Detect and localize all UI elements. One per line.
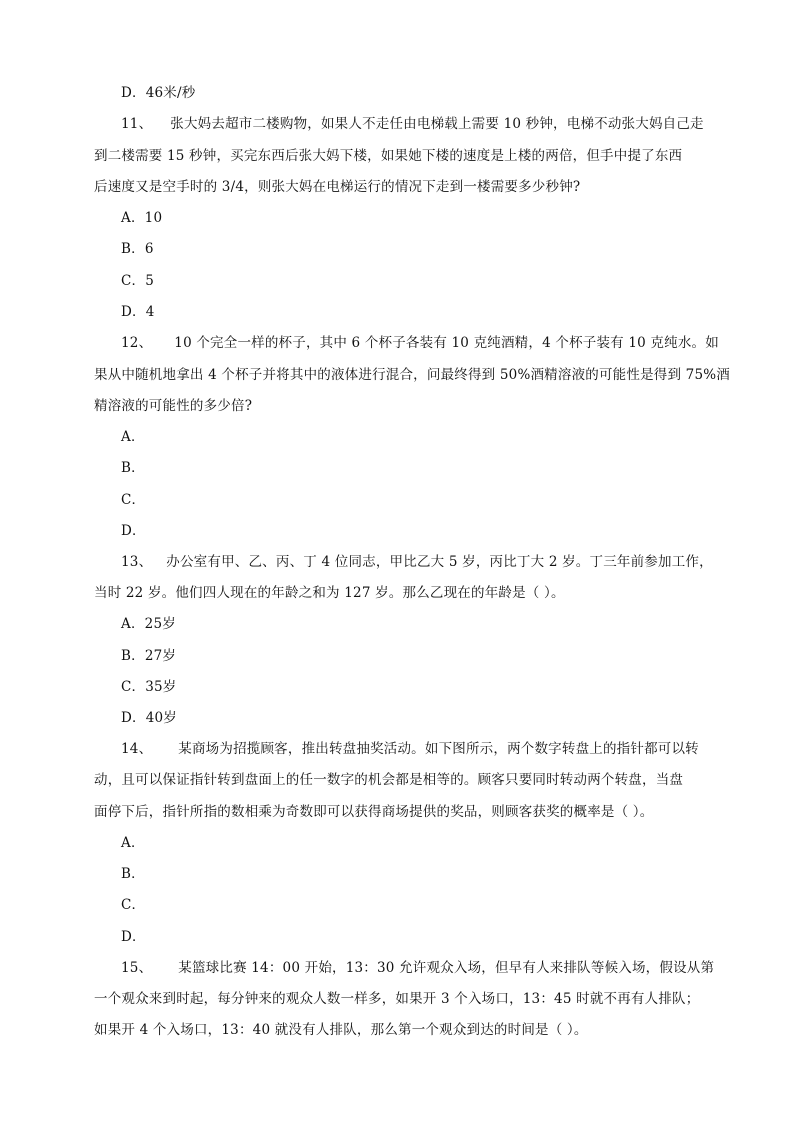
question-line	[121, 740, 699, 758]
option-a: A．	[121, 429, 145, 445]
question-number: 12、	[121, 335, 153, 351]
question-number: 15、	[121, 960, 153, 976]
question-text: 一个观众来到时起，每分钟来的观众人数一样多，如果开 3 个入场口，13：45 时就不再有人排队；	[94, 991, 700, 1007]
option-a: A．	[121, 835, 145, 851]
question-text: 当时 22 岁。他们四人现在的年龄之和为 127 岁。那么乙现在的年龄是（ ）。	[94, 585, 565, 601]
question-text: 10 个完全一样的杯子，其中 6 个杯子各装有 10 克纯酒精，4 个杯子装有 10 克纯水。如	[174, 335, 719, 351]
option-c: C．	[121, 492, 146, 508]
question-text: 张大妈去超市二楼购物，如果人不走任由电梯载上需要 10 秒钟，电梯不动张大妈自己走	[170, 116, 704, 132]
option-c: C．5	[121, 273, 155, 289]
option-b: B．27岁	[121, 648, 177, 664]
option-b: B．	[121, 866, 145, 882]
option-d: D．	[121, 929, 146, 945]
question-text: 后速度又是空手时的 3/4，则张大妈在电梯运行的情况下走到一楼需要多少秒钟?	[94, 179, 581, 195]
question-number: 14、	[121, 741, 153, 757]
option-a: A．25岁	[121, 616, 176, 632]
question-text: 如果开 4 个入场口，13：40 就没有人排队，那么第一个观众到达的时间是（ ）。	[94, 1022, 588, 1038]
question-line	[121, 334, 719, 352]
option-c: C．	[121, 897, 146, 913]
question-line	[121, 553, 713, 571]
question-line	[121, 959, 714, 977]
question-number: 13、	[121, 554, 153, 570]
question-text: 面停下后，指针所指的数相乘为奇数即可以获得商场提供的奖品，则顾客获奖的概率是（ ）。	[94, 804, 654, 820]
option-b: B．	[121, 460, 145, 476]
question-text: 某商场为招揽顾客，推出转盘抽奖活动。如下图所示，两个数字转盘上的指针都可以转	[178, 741, 699, 757]
question-text: 果从中随机地拿出 4 个杯子并将其中的液体进行混合，问最终得到 50%酒精溶液的可能性是得到 75%酒	[94, 367, 730, 383]
question-number: 11、	[121, 116, 153, 132]
question-text: 到二楼需要 15 秒钟，买完东西后张大妈下楼，如果她下楼的速度是上楼的两倍，但手中提了东西	[94, 148, 683, 164]
question-text: 精溶液的可能性的多少倍?	[94, 398, 253, 414]
question-text: 动，且可以保证指针转到盘面上的任一数字的机会都是相等的。顾客只要同时转动两个转盘，当盘	[94, 772, 684, 788]
option-a: A．10	[121, 210, 163, 226]
question-text: 办公室有甲、乙、丙、丁 4 位同志，甲比乙大 5 岁，丙比丁大 2 岁。丁三年前参加工作，	[166, 554, 713, 570]
question-text: 某篮球比赛 14：00 开始，13：30 允许观众入场，但早有人来排队等候入场，假设从第	[178, 960, 715, 976]
option-d: D．	[121, 523, 146, 539]
option-b: B．6	[121, 241, 154, 257]
question-line	[121, 115, 704, 133]
option-d: D．46米/秒	[121, 85, 196, 101]
option-d: D．4	[121, 304, 155, 320]
option-d: D．40岁	[121, 710, 178, 726]
option-c: C．35岁	[121, 679, 177, 695]
